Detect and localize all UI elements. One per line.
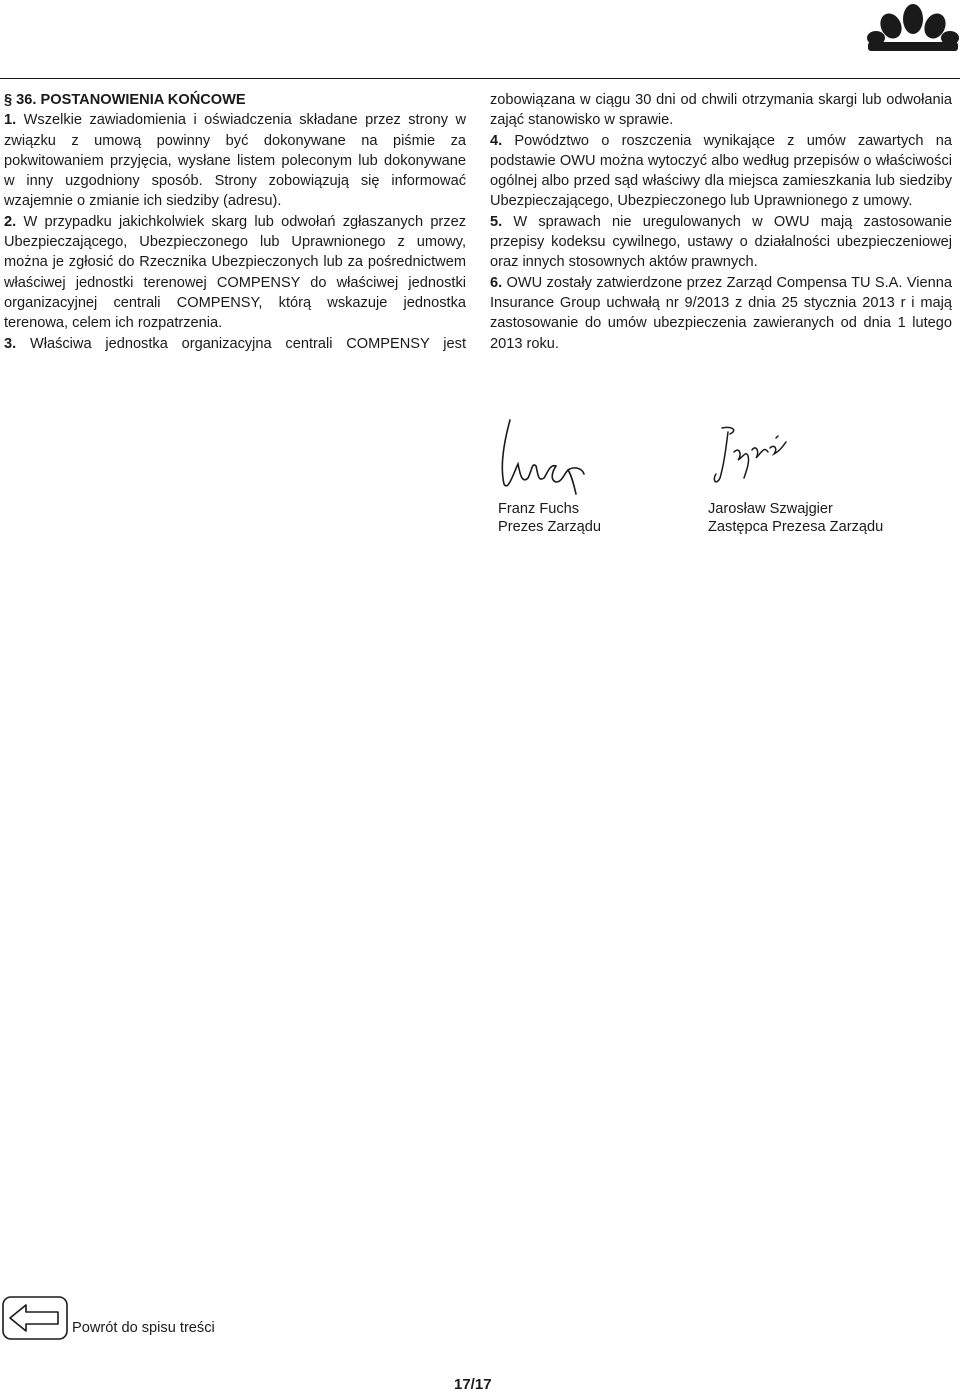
- paragraph-5: [490, 212, 952, 273]
- signature-block-szwajgier: [708, 500, 883, 536]
- paragraph-text: zobowiązana w ciągu 30 dni od chwili otrzymania skargi lub odwołania zająć stanowisko w sprawie.: [490, 92, 952, 129]
- right-column: [490, 90, 952, 354]
- signatory-title: Prezes Zarządu: [498, 519, 602, 535]
- signature-image-fuchs: [498, 412, 588, 496]
- paragraph-number: 6.: [490, 274, 503, 291]
- left-column: [4, 90, 466, 354]
- paragraph-text: W sprawach nie uregulowanych w OWU mają zastosowanie przepisy kodeksu cywilnego, ustawy o działalności ubezpieczeniowej oraz innych stosownych aktów prawnych.: [490, 213, 952, 271]
- paragraph-number: 2.: [4, 213, 17, 230]
- page-number: 17/17: [454, 1376, 492, 1393]
- paragraph-text: Właściwa jednostka organizacyjna centrali COMPENSY jest: [29, 335, 466, 352]
- paragraph-text: OWU zostały zatwierdzone przez Zarząd Compensa TU S.A. Vienna Insurance Group uchwałą nr 9/2013 z dnia 25 stycznia 2013 r i mają zastosowanie do umów ubezpieczenia zawieranych od dnia 1 lutego 2013 roku.: [490, 274, 952, 352]
- paragraph-number: 1.: [4, 112, 17, 129]
- paragraph-number: 5.: [490, 213, 503, 230]
- back-to-toc-link[interactable]: Powrót do spisu treści: [72, 1320, 215, 1336]
- paragraph-number: 4.: [490, 132, 503, 149]
- paragraph-6: [490, 273, 952, 354]
- paragraph-4: [490, 131, 952, 212]
- paragraph-3: [4, 334, 466, 354]
- paragraph-text: W przypadku jakichkolwiek skarg lub odwołań zgłaszanych przez Ubezpieczającego, Ubezpieczonego lub Uprawnionego z umowy, można je zgłosić do Rzecznika Ubezpieczonych lub za pośrednictwem właściwej jednostki terenowej COMPENSY do właściwej jednostki organizacyjnej centrali COMPENSY, którą wskazuje jednostka terenowa, celem ich rozpatrzenia.: [4, 213, 467, 332]
- vig-logo-icon: [866, 2, 960, 52]
- paragraph-text: Powództwo o roszczenia wynikające z umów zawartych na podstawie OWU można wytoczyć albo według przepisów o właściwości ogólnej albo przed sąd właściwy dla miejsca zamieszkania lub siedziby Ubezpieczającego, Ubezpieczonego lub Uprawnionego z umowy.: [490, 132, 952, 210]
- paragraph-3-continued: [490, 90, 952, 131]
- back-arrow-icon[interactable]: [2, 1296, 68, 1340]
- signature-image-szwajgier: [708, 422, 788, 492]
- signatory-title: Zastępca Prezesa Zarządu: [708, 519, 884, 535]
- signatory-name: Franz Fuchs: [498, 501, 580, 517]
- paragraph-2: [4, 212, 466, 334]
- paragraph-number: 3.: [4, 335, 17, 352]
- signatory-name: Jarosław Szwajgier: [708, 501, 833, 517]
- header-rule: [0, 78, 960, 79]
- paragraph-text: Wszelkie zawiadomienia i oświadczenia składane przez strony w związku z umową powinny być dokonywane na piśmie za pokwitowaniem przyjęcia, wysłane listem poleconym lub dokonywane w inny uzgodniony sposób. Strony zobowiązują się informować wzajemnie o zmianie ich siedziby (adresu).: [4, 112, 466, 210]
- signature-block-fuchs: [498, 500, 601, 536]
- paragraph-1: [4, 110, 466, 211]
- section-heading: § 36. POSTANOWIENIA KOŃCOWE: [4, 92, 246, 108]
